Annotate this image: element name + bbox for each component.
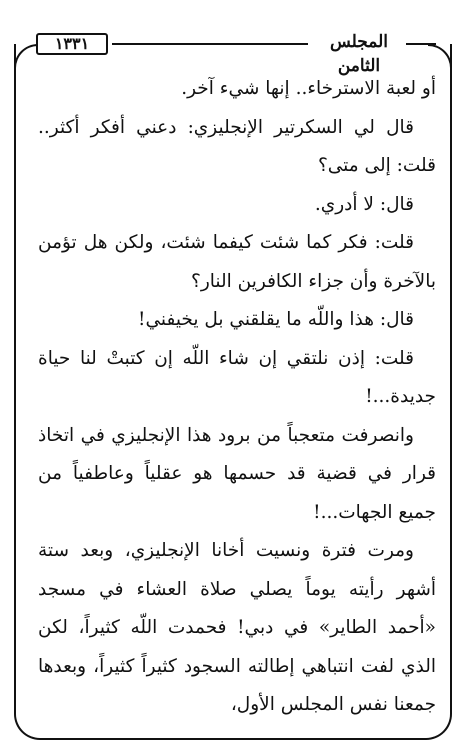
- paragraph: قال: لا أدري.: [314, 193, 414, 215]
- page-number: ١٣٣١: [36, 33, 108, 55]
- paragraph: أو لعبة الاسترخاء.. إنها شيء آخر.: [181, 78, 436, 99]
- paragraph: قال لي السكرتير الإنجليزي: دعني أفكر أكثر.. قلت: إلى متى؟: [38, 116, 436, 176]
- paragraph: وانصرفت متعجباً من برود هذا الإنجليزي في اتخاذ قرار في قضية قد حسمها هو عقلياً وعاطفياً من جميع الجهات...!: [38, 424, 436, 523]
- paragraph: قال: هذا واللّه ما يقلقني بل يخيفني!: [138, 309, 414, 330]
- paragraph: قلت: إذن نلتقي إن شاء اللّه إن كتبتْ لنا حياة جديدة...!: [38, 347, 436, 407]
- paragraph: قلت: فكر كما شئت كيفما شئت، ولكن هل تؤمن بالآخرة وأن جزاء الكافرين النار؟: [38, 232, 436, 292]
- paragraph: ومرت فترة ونسيت أخانا الإنجليزي، وبعد ستة أشهر رأيته يوماً يصلي صلاة العشاء في مسجد «أحمد الطاير» في دبي! فحمدت اللّه كثيراً، لكن الذي لفت انتباهي إطالته السجود كثيراً كثيراً، وبعدها جمعنا نفس المجلس الأول،: [38, 540, 436, 715]
- header-rule-right: [406, 43, 436, 45]
- running-header-title: المجلس الثامن: [329, 32, 388, 76]
- body-text: [38, 70, 436, 725]
- header-rule: [112, 43, 308, 45]
